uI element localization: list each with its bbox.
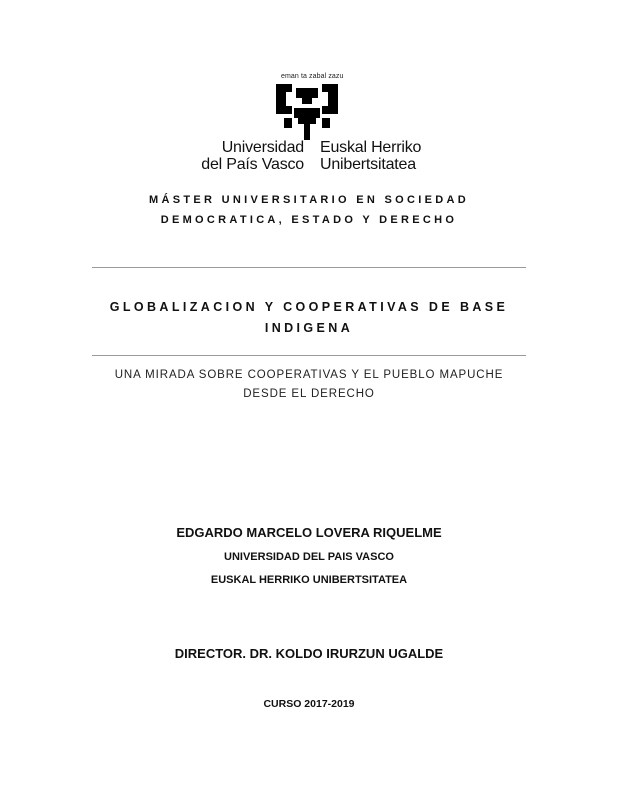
thesis-title-line1: GLOBALIZACION Y COOPERATIVAS DE BASE	[109, 300, 509, 314]
author-name: EDGARDO MARCELO LOVERA RIQUELME	[176, 525, 442, 540]
university-name-es	[188, 139, 304, 173]
university-name-es-line1: Universidad	[221, 139, 304, 156]
thesis-subtitle-line1: UNA MIRADA SOBRE COOPERATIVAS Y EL PUEBLO MAPUCHE	[114, 369, 504, 381]
divider-top	[92, 267, 526, 268]
university-name-eu-line2: Unibertsitatea	[320, 156, 416, 173]
divider-bottom	[92, 355, 526, 356]
program-title-line1: MÁSTER UNIVERSITARIO EN SOCIEDAD	[149, 194, 469, 206]
university-motto: eman ta zabal zazu	[281, 73, 344, 80]
university-name-es-line2: del País Vasco	[201, 156, 304, 173]
university-name-eu	[320, 139, 450, 173]
course-years: CURSO 2017-2019	[263, 698, 355, 710]
university-name-eu-line1: Euskal Herriko	[320, 139, 422, 156]
thesis-subtitle-line2: DESDE EL DERECHO	[243, 388, 375, 400]
university-logo-icon	[276, 84, 338, 140]
thesis-director: DIRECTOR. DR. KOLDO IRURZUN UGALDE	[174, 646, 444, 661]
thesis-title-line2: INDIGENA	[264, 321, 354, 335]
program-title-line2: DEMOCRATICA, ESTADO Y DERECHO	[160, 214, 458, 226]
author-institution-es: UNIVERSIDAD DEL PAIS VASCO	[224, 551, 394, 563]
author-institution-eu: EUSKAL HERRIKO UNIBERTSITATEA	[210, 574, 408, 586]
